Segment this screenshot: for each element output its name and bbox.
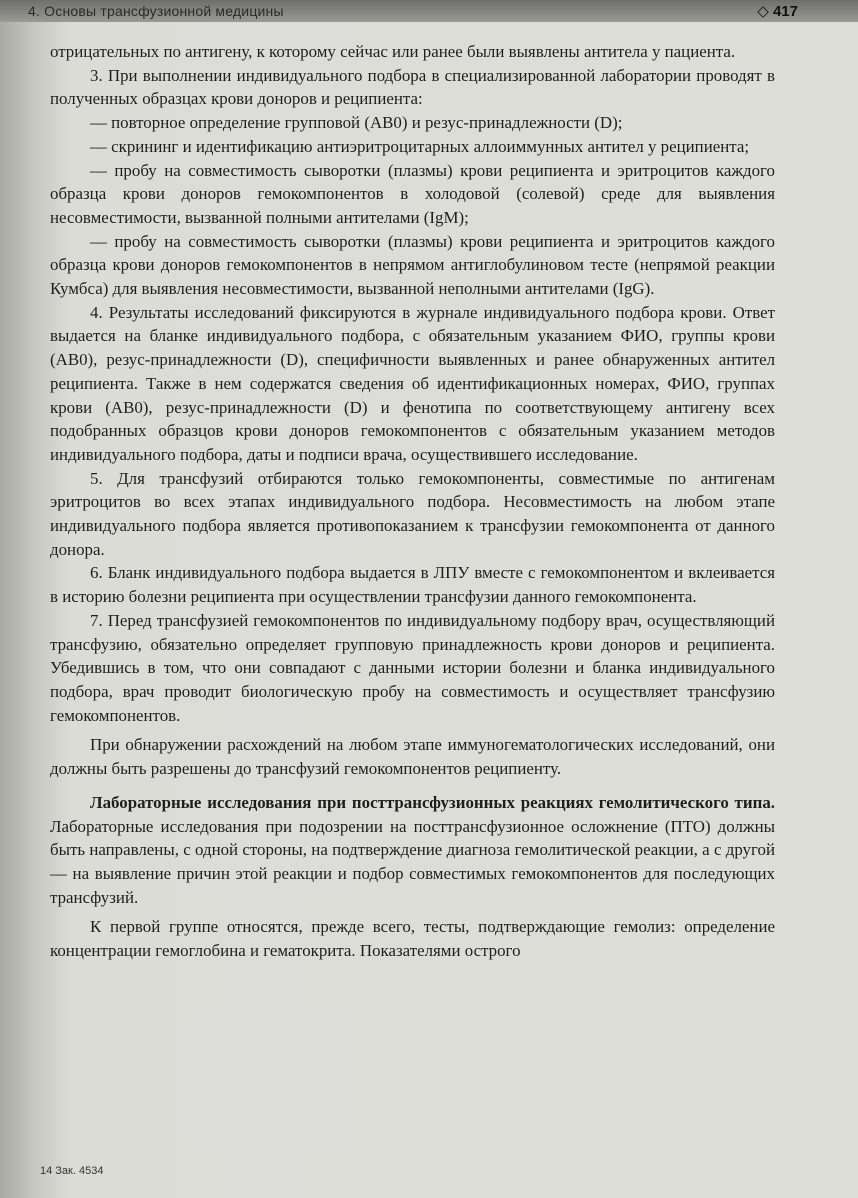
page-header <box>0 0 858 22</box>
section-text: Лабораторные исследования при подозрении на посттрансфузионное осложнение (ПТО) должны быть направлены, с одной стороны, на подтверждение диагноза гемолитической реакции, а с другой — на выявление причин этой реакции и подбор совместимых гемокомпонентов для последующих трансфузий. <box>50 816 775 907</box>
paragraph-item-7: 7. Перед трансфузией гемокомпонентов по индивидуальному подбору врач, осуществляющий трансфузию, обязательно определяет групповую принадлежность крови доноров и реципиента. Убедившись в том, что они совпадают с данными истории болезни и бланка индивидуального подбора, врач проводит биологическую пробу на совместимость и осуществляет трансфузию гемокомпонентов. <box>50 610 775 725</box>
list-item-group-typing: — повторное определение групповой (АВ0) и резус-принадлежности (D); <box>90 113 623 133</box>
list-item-coombs-test: — пробу на совместимость сыворотки (плазмы) крови реципиента и эритроцитов каждого образца крови доноров гемокомпонентов в непрямом антиглобулиновом тесте (непрямой реакции Кумбса) для выявления несовместимости, вызванной неполными антителами (IgG). <box>50 231 775 299</box>
paragraph-continuation: отрицательных по антигену, к которому сейчас или ранее были выявлены антитела у пациента. <box>50 42 736 61</box>
list-item-saline-test: — пробу на совместимость сыворотки (плазмы) крови реципиента и эритроцитов каждого образца крови доноров гемокомпонентов в холодовой (солевой) среде для выявления несовместимости, вызванной полными антителами (IgM); <box>50 160 775 227</box>
running-head: 4. Основы трансфузионной медицины <box>28 3 284 19</box>
section-heading: Лабораторные исследования при посттрансфузионных реакциях гемолитического типа. <box>90 792 775 812</box>
paragraph-item-6: 6. Бланк индивидуального подбора выдается в ЛПУ вместе с гемокомпонентом и вклеивается в историю болезни реципиента при осуществлении трансфузии данного гемокомпонента. <box>50 563 775 607</box>
body-text <box>50 40 775 963</box>
paragraph-first-group: К первой группе относятся, прежде всего, тесты, подтверждающие гемолиз: определение концентрации гемоглобина и гематокрита. Показателями острого <box>50 917 775 961</box>
printer-signature: 14 Зак. 4534 <box>40 1165 104 1177</box>
paragraph-discrepancies: При обнаружении расхождений на любом этапе иммуногематологических исследований, они должны быть разрешены до трансфузий гемокомпонентов реципиенту. <box>50 735 775 779</box>
page-number: ◇ 417 <box>757 3 798 20</box>
list-item-antibody-screening: — скрининг и идентификацию антиэритроцитарных аллоиммунных антител у реципиента; <box>90 136 750 156</box>
paragraph-item-4: 4. Результаты исследований фиксируются в журнале индивидуального подбора крови. Ответ выдается на бланке индивидуального подбора, с обязательным указанием ФИО, группы крови (АВ0), резус-принадлежности (D), специфичности выявленных и ранее обнаруженных антител реципиента. Также в нем содержатся сведения об идентификационных номерах, ФИО, группах крови (АВ0), резус-принадлежности (D) и фенотипа по соответствующему антигену всех подобранных образцов крови доноров гемокомпонентов с обязательным указанием методов индивидуального подбора, даты и подписи врача, осуществившего исследование. <box>50 302 775 464</box>
section-paragraph <box>50 791 775 910</box>
paragraph-item-5: 5. Для трансфузий отбираются только гемокомпоненты, совместимые по антигенам эритроцитов во всех этапах индивидуального подбора. Несовместимость на любом этапе индивидуального подбора является противопоказанием к трансфузии гемокомпонента от данного донора. <box>50 468 775 559</box>
paragraph-item-3: 3. При выполнении индивидуального подбора в специализированной лаборатории проводят в полученных образцах крови доноров и реципиента: <box>50 65 775 109</box>
